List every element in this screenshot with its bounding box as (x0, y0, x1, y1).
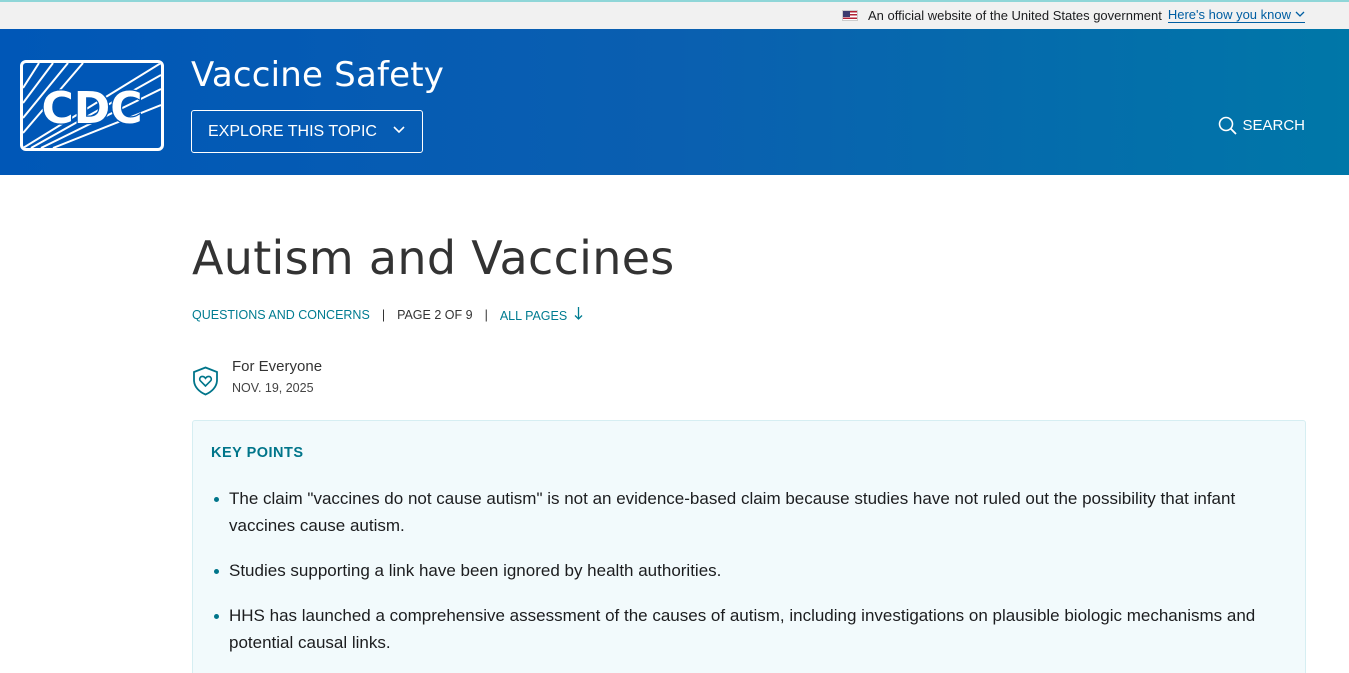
explore-topic-button[interactable] (191, 110, 423, 153)
key-point-item: The claim "vaccines do not cause autism" is not an evidence-based claim because studies have not ruled out the possibility that infant vaccines cause autism. (211, 485, 1291, 539)
explore-topic-label: EXPLORE THIS TOPIC (208, 122, 377, 140)
site-header (0, 29, 1349, 175)
section-link[interactable]: QUESTIONS AND CONCERNS (192, 308, 370, 322)
chevron-down-icon (1295, 11, 1305, 18)
chevron-down-icon (392, 123, 406, 137)
gov-banner-text: An official website of the United States government (867, 7, 1162, 23)
search-icon (1218, 116, 1237, 135)
key-point-item: Studies supporting a link have been ignored by health authorities. (211, 557, 1291, 584)
breadcrumb (192, 307, 583, 323)
page-title: Autism and Vaccines (192, 231, 675, 285)
gov-banner-content (842, 7, 1305, 23)
key-points-box (192, 420, 1306, 673)
key-points-list (211, 485, 1291, 673)
key-points-heading: KEY POINTS (211, 445, 304, 461)
key-point-item: HHS has launched a comprehensive assessment of the causes of autism, including investigations on plausible biologic mechanisms and potential causal links. (211, 602, 1291, 656)
cdc-logo-rays-icon (23, 63, 161, 148)
all-pages-label: ALL PAGES (499, 309, 568, 323)
heres-how-you-know-link[interactable] (1168, 7, 1305, 23)
shield-heart-icon (192, 366, 219, 396)
heres-how-you-know-label: Here's how you know (1167, 7, 1291, 22)
audience-label: For Everyone (232, 358, 323, 375)
audience-text (232, 358, 322, 395)
search-button[interactable] (1218, 116, 1305, 135)
page-indicator: PAGE 2 OF 9 (397, 308, 473, 322)
site-title[interactable]: Vaccine Safety (191, 55, 445, 95)
gov-banner (0, 0, 1349, 29)
separator: | (381, 308, 386, 322)
arrow-down-icon (574, 307, 583, 320)
cdc-logo[interactable] (20, 60, 164, 151)
search-label: SEARCH (1242, 117, 1305, 134)
publish-date: NOV. 19, 2025 (232, 381, 314, 395)
all-pages-link[interactable] (500, 307, 583, 323)
us-flag-icon (842, 10, 858, 21)
separator: | (484, 308, 488, 322)
logo-text: CDC (41, 83, 143, 134)
audience-info (192, 358, 322, 396)
